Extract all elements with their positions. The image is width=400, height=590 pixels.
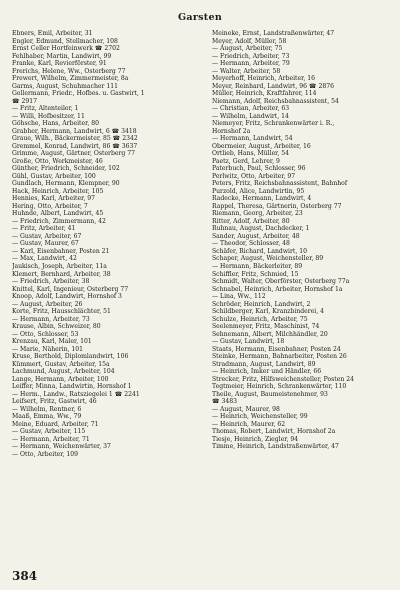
- directory-entry: Günther, Friedrich, Schneider, 102: [12, 165, 120, 173]
- directory-entry: Gremmel, Konrad, Landwirt, 86 ☎ 3637: [12, 142, 138, 150]
- directory-entry: Schäfer, Richard, Landwirt, 10: [212, 247, 307, 255]
- directory-entry: Tiesje, Heinrich, Ziegler, 94: [212, 435, 299, 443]
- directory-entry: Sander, August, Arbeiter, 48: [212, 232, 300, 240]
- directory-entry: Lachmund, August, Arbeiter, 104: [12, 368, 115, 376]
- directory-entry: Thomas, Robert, Landwirt, Hornshof 2a: [212, 428, 336, 436]
- directory-entry: — Fritz, Altenteiler, 1: [12, 105, 79, 113]
- directory-entry: Grabher, Hermann, Landwirt, 6 ☎ 3418: [12, 127, 137, 135]
- directory-entry: — August, Arbeiter, 26: [12, 300, 83, 308]
- directory-entry: Gellermann, Friedr., Hofbes. u. Gastwirt, 1: [12, 90, 145, 98]
- directory-entry: Müller, Heinrich, Kraftfahrer, 114: [212, 90, 317, 98]
- directory-entry: Hering, Otto, Arbeiter, 7: [12, 202, 88, 210]
- directory-entry: Knoop, Adolf, Landwirt, Hornshof 3: [12, 293, 122, 301]
- directory-entry: Leifsert, Fritz, Gastwirt, 46: [12, 398, 97, 406]
- directory-entry: Stradmann, August, Landwirt, 89: [212, 360, 316, 368]
- directory-entry: Klemert, Bernhard, Arbeiter, 38: [12, 270, 111, 278]
- directory-entry: Peters, Fritz, Reichsbahnassistent, Bahnhof: [212, 180, 348, 188]
- directory-entry: Purzold, Alice, Landwirtin, 95: [212, 187, 305, 195]
- directory-entry: Frewert, Wilhelm, Zimmermeister, 8a: [12, 75, 129, 83]
- directory-entry: Schmidt, Walter, Oberförster, Osterberg 77a: [212, 278, 350, 286]
- directory-entry: Perlwitz, Otto, Arbeiter, 97: [212, 172, 296, 180]
- directory-entry: Göhsche, Hans, Arbeiter, 80: [12, 120, 99, 128]
- directory-entry: — Hermann, Bäckerleiter, 89: [212, 262, 303, 270]
- right-column: [212, 30, 398, 451]
- directory-entry: — Wilhelm, Rentner, 6: [12, 405, 82, 413]
- directory-entry: — Heinrich, Weichensteller, 99: [212, 413, 308, 421]
- directory-entry: — Wilhelm, Landwirt, 14: [212, 112, 289, 120]
- directory-entry: Seelenmeyer, Fritz, Maschinist, 74: [212, 323, 320, 331]
- directory-entry: — Gustav, Landwirt, 18: [212, 338, 285, 346]
- directory-entry: ☎ 2917: [12, 97, 38, 105]
- directory-entry: Schulze, Heinrich, Arbeiter, 75: [212, 315, 308, 323]
- directory-entry: Engler, Edmund, Stellmacher, 108: [12, 37, 118, 45]
- directory-entry: Ernst Celler Hortfeinwerk ☎ 2702: [12, 45, 120, 53]
- directory-entry: Grimme, August, Gärtner, Osterberg 77: [12, 150, 135, 158]
- directory-entry: Schiffler, Fritz, Schmied, 15: [212, 270, 299, 278]
- directory-entry: Maaß, Emma, Ww., 79: [12, 413, 82, 421]
- directory-entry: Meyer, Adolf, Müller, 58: [212, 37, 287, 45]
- directory-entry: Graue, Wilh., Bäckermeister, 85 ☎ 2342: [12, 135, 138, 143]
- directory-entry: Lange, Hermann, Arbeiter, 100: [12, 375, 109, 383]
- directory-entry: Obermeier, August, Arbeiter, 16: [212, 142, 311, 150]
- directory-entry: — Otto, Schlosser, 53: [12, 330, 79, 338]
- directory-entry: Hornshof 2a: [212, 127, 251, 135]
- directory-entry: Meyer, Reinhard, Landwirt, 96 ☎ 2876: [212, 82, 334, 90]
- directory-entry: — Walter, Arbeiter, 58: [212, 67, 281, 75]
- directory-entry: — Otto, Arbeiter, 109: [12, 450, 79, 458]
- directory-entry: Korte, Fritz, Hausschlächter, 51: [12, 308, 111, 316]
- directory-entry: — Christian, Arbeiter, 63: [212, 105, 290, 113]
- directory-entry: — Friedrich, Arbeiter, 38: [12, 278, 90, 286]
- directory-entry: Kruse, Berthold, Diplomlandwirt, 106: [12, 353, 129, 361]
- directory-entry: Riemann, Georg, Arbeiter, 23: [212, 210, 303, 218]
- directory-entry: Frerichs, Helene, Ww., Osterberg 77: [12, 67, 126, 75]
- directory-entry: Paetz, Gerd, Lehrer, 9: [212, 157, 280, 165]
- directory-entry: — Willi, Hofbesitzer, 11: [12, 112, 85, 120]
- directory-entry: Niemann, Adolf, Reichsbahnassistent, 54: [212, 97, 339, 105]
- directory-entry: Timme, Heinrich, Landstraßenwärter, 47: [212, 443, 339, 451]
- directory-entry: Niemeyer, Fritz, Schrankenwärter i. R.,: [212, 120, 335, 128]
- directory-entry: Hack, Heinrich, Arbeiter, 105: [12, 187, 104, 195]
- directory-entry: Paterbuch, Paul, Schlosser, 96: [212, 165, 306, 173]
- directory-entry: Ebners, Emil, Arbeiter, 31: [12, 30, 93, 37]
- directory-entry: Kümmert, Gustav, Arbeiter, 15a: [12, 360, 110, 368]
- directory-entry: Garms, August, Schuhmacher 111: [12, 82, 118, 90]
- directory-entry: ☎ 3483: [212, 398, 238, 406]
- directory-entry: — August, Maurer, 98: [212, 405, 280, 413]
- directory-entry: Meine, Eduard, Arbeiter, 71: [12, 420, 99, 428]
- directory-entry: Rappel, Theresa, Gärtnerin, Osterberg 77: [212, 202, 342, 210]
- directory-entry: — Friedrich, Zimmermann, 42: [12, 217, 106, 225]
- directory-entry: Ruhnau, August, Dachdecker, 1: [212, 225, 310, 233]
- running-head: Garsten: [177, 12, 223, 23]
- directory-entry: — Gustav, Arbeiter, 115: [12, 428, 86, 436]
- left-column: [12, 30, 198, 458]
- directory-entry: Schröder, Heinrich, Landwirt, 2: [212, 300, 311, 308]
- directory-entry: — Hermann, Arbeiter, 79: [212, 60, 290, 68]
- directory-entry: — Gustav, Maurer, 67: [12, 240, 79, 248]
- directory-entry: Schaper, August, Weichensteller, 89: [212, 255, 324, 263]
- directory-entry: — Hermann, Arbeiter, 71: [12, 435, 90, 443]
- directory-entry: — Herm., Landw., Ratsziegelei 1 ☎ 2241: [12, 390, 140, 398]
- directory-entry: — Heinrich, Maurer, 62: [212, 420, 286, 428]
- directory-entry: Steinke, Hermann, Bahnarbeiter, Posten 26: [212, 353, 347, 361]
- directory-entry: Gühl, Gustav, Arbeiter, 100: [12, 172, 96, 180]
- directory-entry: — Fritz, Arbeiter, 41: [12, 225, 76, 233]
- directory-entry: Jaukisch, Joseph, Arbeiter, 11a: [12, 262, 107, 270]
- directory-entry: Gundlach, Hermann, Klempner, 90: [12, 180, 120, 188]
- directory-entry: — Friedrich, Arbeiter, 73: [212, 52, 290, 60]
- directory-entry: Theile, August, Baumeistenehmer, 93: [212, 390, 328, 398]
- directory-entry: Große, Otto, Werkmeister, 46: [12, 157, 103, 165]
- directory-entry: Huhnde, Albert, Landwirt, 45: [12, 210, 104, 218]
- page-number: 384: [12, 569, 38, 583]
- directory-entry: — Marie, Näherin, 101: [12, 345, 84, 353]
- directory-entry: Ortlieb, Hans, Müller, 54: [212, 150, 290, 158]
- directory-entry: Hennies, Karl, Arbeiter, 97: [12, 195, 95, 203]
- directory-entry: Fehlhaber, Martin, Landwirt, 99: [12, 52, 112, 60]
- directory-entry: Schildberger, Karl, Kranzbinderei, 4: [212, 308, 325, 316]
- directory-entry: Meyerhoff, Heinrich, Arbeiter, 16: [212, 75, 315, 83]
- directory-entry: — Hermann, Landwirt, 54: [212, 135, 293, 143]
- directory-entry: — August, Arbeiter, 75: [212, 45, 283, 53]
- directory-entry: Staats, Hermann, Eisenbahner, Posten 24: [212, 345, 341, 353]
- directory-entry: Knittel, Karl, Ingenieur, Osterberg 77: [12, 285, 129, 293]
- directory-entry: Sehnemann, Albert, Milchhändler, 20: [212, 330, 328, 338]
- directory-entry: — Gustav, Arbeiter, 67: [12, 232, 82, 240]
- directory-entry: Tegtmeier, Heinrich, Schrankenwärter, 110: [212, 383, 347, 391]
- directory-entry: Meineke, Ernst, Landstraßenwärter, 47: [212, 30, 335, 37]
- directory-entry: — Theodor, Schlosser, 48: [212, 240, 290, 248]
- directory-entry: — Lina, Ww., 112: [212, 293, 266, 301]
- directory-entry: Krenzau, Karl, Maler, 101: [12, 338, 92, 346]
- directory-entry: Ritter, Adolf, Arbeiter, 80: [212, 217, 290, 225]
- directory-entry: Radecke, Hermann, Landwirt, 4: [212, 195, 312, 203]
- directory-entry: — Max, Landwirt, 42: [12, 255, 77, 263]
- directory-entry: Krause, Albin, Schweizer, 80: [12, 323, 101, 331]
- directory-entry: Leiffer, Minna, Landwirtin, Hornshof 1: [12, 383, 132, 391]
- directory-entry: — Heinrich, Imker und Händler, 66: [212, 368, 322, 376]
- directory-entry: — Hermann, Weichenwärter, 37: [12, 443, 111, 451]
- directory-entry: — Karl, Eisenbahner, Posten 21: [12, 247, 110, 255]
- directory-entry: Strecker, Fritz, Hilfsweichensteller, Posten 24: [212, 375, 354, 383]
- directory-entry: Franke, Karl, Revierförster, 91: [12, 60, 107, 68]
- directory-entry: — Hermann, Arbeiter, 73: [12, 315, 90, 323]
- directory-entry: Schnabel, Heinrich, Arbeiter, Hornshof 1a: [212, 285, 343, 293]
